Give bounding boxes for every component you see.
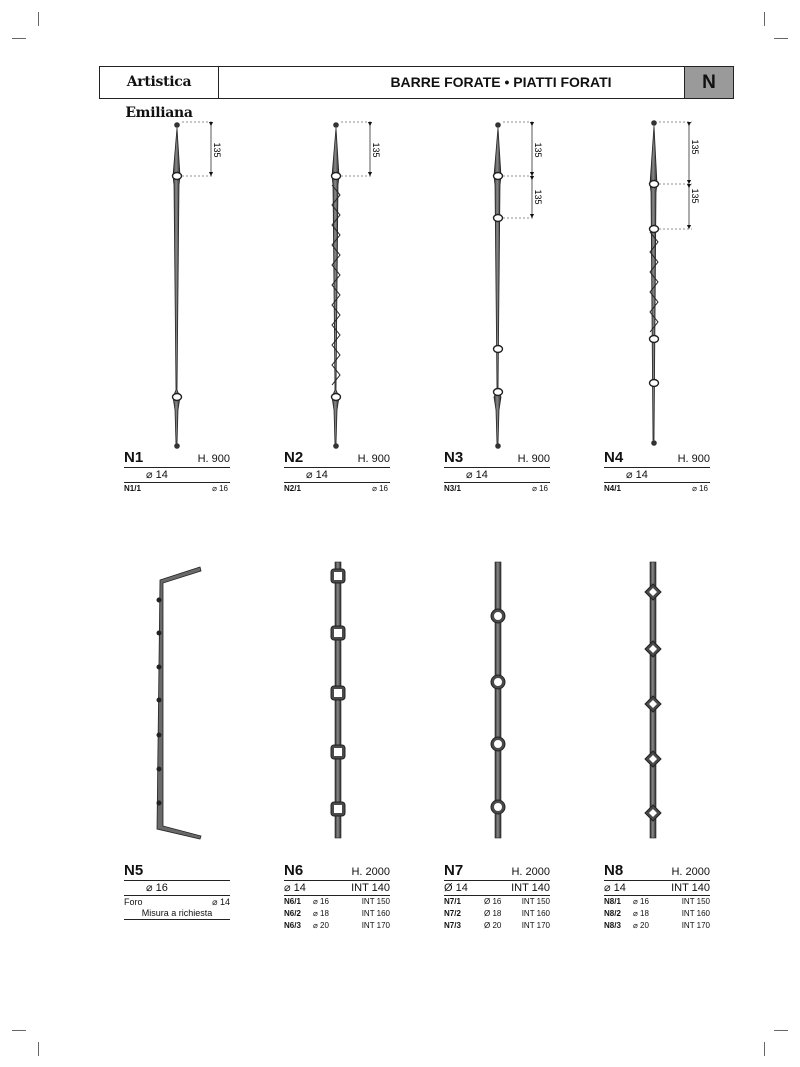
bar-n2-drawing bbox=[332, 122, 374, 449]
bar-n7-drawing bbox=[491, 562, 505, 838]
product-height: H. 900 bbox=[517, 453, 550, 465]
dimension-label: 135 bbox=[533, 189, 543, 205]
variant-code: N1/1 bbox=[124, 484, 141, 493]
variant-code: N7/1 bbox=[444, 897, 461, 906]
product-code: N2 bbox=[284, 449, 304, 466]
variant-code: N8/1 bbox=[604, 897, 621, 906]
spec-block-n2 bbox=[284, 449, 390, 495]
variant-int: INT 170 bbox=[681, 921, 710, 930]
product-code: N3 bbox=[444, 449, 464, 466]
product-code: N7 bbox=[444, 862, 464, 879]
product-diameter: ⌀ 14 bbox=[604, 882, 626, 894]
product-code: N5 bbox=[124, 862, 144, 879]
variant-diameter: ⌀ 18 bbox=[633, 909, 649, 918]
product-code: N4 bbox=[604, 449, 624, 466]
variant-diameter: Ø 18 bbox=[484, 909, 502, 918]
product-int: INT 140 bbox=[351, 882, 390, 894]
spec-block-n1 bbox=[124, 449, 230, 495]
variant-diameter: ⌀ 20 bbox=[313, 921, 329, 930]
bar-n5-drawing bbox=[157, 567, 202, 839]
spec-block-n7 bbox=[444, 862, 550, 932]
variant-int: INT 150 bbox=[361, 897, 390, 906]
product-int: INT 140 bbox=[511, 882, 550, 894]
spec-block-n4 bbox=[604, 449, 710, 495]
variant-code: N6/1 bbox=[284, 897, 301, 906]
variant-code: N8/2 bbox=[604, 909, 621, 918]
variant-int: INT 150 bbox=[521, 897, 550, 906]
bar-n6-drawing bbox=[331, 562, 345, 838]
dimension-label: 135 bbox=[690, 139, 700, 155]
product-height: H. 2000 bbox=[511, 866, 550, 878]
dimension-label: 135 bbox=[690, 188, 700, 204]
product-diameter: ⌀ 14 bbox=[146, 469, 168, 481]
variant-diameter: ⌀ 18 bbox=[313, 909, 329, 918]
bar-n3-drawing bbox=[494, 122, 536, 449]
product-diameter: ⌀ 16 bbox=[146, 882, 168, 894]
product-height: H. 900 bbox=[197, 453, 230, 465]
product-diameter: ⌀ 14 bbox=[306, 469, 328, 481]
variant-int: INT 170 bbox=[521, 921, 550, 930]
variant-code: N6/3 bbox=[284, 921, 301, 930]
spec-block-n8 bbox=[604, 862, 710, 932]
variant-code: N4/1 bbox=[604, 484, 621, 493]
hole-label: Foro bbox=[124, 897, 143, 907]
variant-diameter: Ø 20 bbox=[484, 921, 502, 930]
size-note: Misura a richiesta bbox=[124, 908, 230, 920]
variant-int: INT 170 bbox=[361, 921, 390, 930]
variant-code: N3/1 bbox=[444, 484, 461, 493]
variant-code: N2/1 bbox=[284, 484, 301, 493]
variant-code: N6/2 bbox=[284, 909, 301, 918]
bar-n8-drawing bbox=[645, 562, 661, 838]
variant-diameter: ⌀ 16 bbox=[212, 484, 228, 493]
variant-int: INT 160 bbox=[521, 909, 550, 918]
brand-logo: Artistica Emiliana bbox=[100, 67, 219, 98]
variant-diameter: ⌀ 20 bbox=[633, 921, 649, 930]
variant-diameter: ⌀ 16 bbox=[633, 897, 649, 906]
bar-n1-drawing bbox=[173, 122, 215, 449]
product-diameter: ⌀ 14 bbox=[626, 469, 648, 481]
variant-diameter: ⌀ 16 bbox=[372, 484, 388, 493]
product-height: H. 2000 bbox=[351, 866, 390, 878]
page-title: BARRE FORATE • PIATTI FORATI bbox=[390, 74, 612, 90]
spec-block-n3 bbox=[444, 449, 550, 495]
product-code: N8 bbox=[604, 862, 624, 879]
spec-block-n5 bbox=[124, 862, 230, 920]
variant-code: N8/3 bbox=[604, 921, 621, 930]
product-height: H. 900 bbox=[357, 453, 390, 465]
dimension-label: 135 bbox=[371, 142, 381, 158]
variant-int: INT 160 bbox=[361, 909, 390, 918]
product-diameter: ⌀ 14 bbox=[284, 882, 306, 894]
bar-n4-drawing bbox=[650, 120, 693, 446]
variant-diameter: ⌀ 16 bbox=[532, 484, 548, 493]
variant-code: N7/2 bbox=[444, 909, 461, 918]
variant-int: INT 160 bbox=[681, 909, 710, 918]
dimension-label: 135 bbox=[533, 142, 543, 158]
product-height: H. 2000 bbox=[671, 866, 710, 878]
variant-int: INT 150 bbox=[681, 897, 710, 906]
product-diameter: ⌀ 14 bbox=[466, 469, 488, 481]
variant-code: N7/3 bbox=[444, 921, 461, 930]
product-height: H. 900 bbox=[677, 453, 710, 465]
variant-diameter: Ø 16 bbox=[484, 897, 502, 906]
hole-diameter: ⌀ 14 bbox=[212, 897, 230, 907]
product-code: N6 bbox=[284, 862, 304, 879]
variant-diameter: ⌀ 16 bbox=[313, 897, 329, 906]
product-int: INT 140 bbox=[671, 882, 710, 894]
section-letter-badge: N bbox=[684, 67, 733, 98]
variant-diameter: ⌀ 16 bbox=[692, 484, 708, 493]
spec-block-n6 bbox=[284, 862, 390, 932]
dimension-label: 135 bbox=[212, 142, 222, 158]
product-code: N1 bbox=[124, 449, 144, 466]
product-diameter: Ø 14 bbox=[444, 882, 468, 894]
